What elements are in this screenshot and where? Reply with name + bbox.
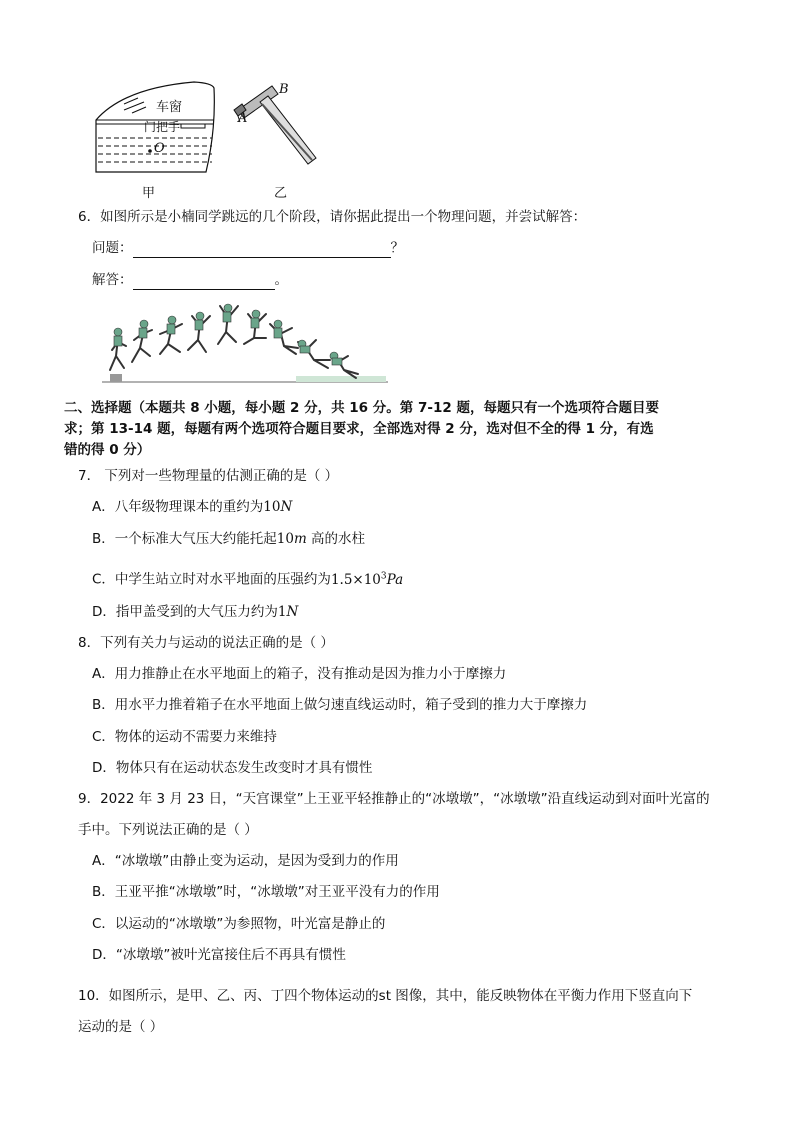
q10-stem-line2: 运动的是（ ） xyxy=(78,1019,164,1035)
q7-option-a[interactable]: A．八年级物理课本的重约为10N xyxy=(92,499,293,515)
long-jump-figure xyxy=(100,294,390,390)
q9-option-b[interactable]: B．王亚平推“冰墩墩”时，“冰墩墩”对王亚平没有力的作用 xyxy=(92,884,440,900)
q7-option-b[interactable]: B．一个标准大气压大约能托起10m 高的水柱 xyxy=(92,531,366,547)
car-window-label: 车窗 xyxy=(156,100,183,115)
figure-yi-caption: 乙 xyxy=(274,186,288,201)
q9-stem-line1: 9．2022 年 3 月 23 日，“天宫课堂”上王亚平轻推静止的“冰墩墩”，“冰墩墩”沿直线运动到对面叶光富的 xyxy=(78,791,710,807)
door-handle-label: 门把手 xyxy=(144,120,181,134)
q6-question-end: ？ xyxy=(390,240,404,256)
q8-option-a[interactable]: A．用力推静止在水平地面上的箱子，没有推动是因为推力小于摩擦力 xyxy=(92,666,507,682)
q9-stem-line2: 手中。下列说法正确的是（ ） xyxy=(78,822,258,838)
q8-option-c[interactable]: C．物体的运动不需要力来维持 xyxy=(92,729,277,745)
q8-stem: 8．下列有关力与运动的说法正确的是（ ） xyxy=(78,635,334,651)
q7-stem: 7． 下列对一些物理量的估测正确的是（ ） xyxy=(78,468,339,484)
figure-jia-caption: 甲 xyxy=(142,186,156,201)
point-b-label: B xyxy=(279,82,289,97)
q8-option-d[interactable]: D．物体只有在运动状态发生改变时才具有惯性 xyxy=(92,760,373,776)
point-a-label: A xyxy=(238,111,248,126)
point-o-label: O xyxy=(154,141,165,156)
q6-answer-label: 解答： xyxy=(92,272,133,288)
q6-question-label: 问题： xyxy=(92,240,133,256)
q9-option-c[interactable]: C．以运动的“冰墩墩”为参照物，叶光富是静止的 xyxy=(92,916,386,932)
q6-question-row xyxy=(92,238,404,258)
q6-answer-row xyxy=(92,270,288,290)
q7-option-d[interactable]: D．指甲盖受到的大气压力约为1N xyxy=(92,604,299,620)
section2-line3: 错的得 0 分） xyxy=(64,442,151,458)
q6-stem: 6．如图所示是小楠同学跳远的几个阶段，请你据此提出一个物理问题，并尝试解答： xyxy=(78,209,587,225)
q6-question-blank[interactable] xyxy=(133,243,391,258)
q6-answer-end: 。 xyxy=(274,272,288,288)
q7-option-c[interactable]: C．中学生站立时对水平地面的压强约为$1.5\times 10^3Pa$ xyxy=(92,571,404,588)
q9-option-a[interactable]: A．“冰墩墩”由静止变为运动，是因为受到力的作用 xyxy=(92,853,399,869)
section2-line2: 求；第 13-14 题，每题有两个选项符合题目要求，全部选对得 2 分，选对但不全的得 1 分，有选 xyxy=(64,421,654,437)
section2-line1: 二、选择题（本题共 8 小题，每小题 2 分，共 16 分。第 7-12 题，每题只有一个选项符合题目要 xyxy=(64,400,659,416)
q6-answer-blank[interactable] xyxy=(133,275,275,290)
q8-option-b[interactable]: B．用水平力推着箱子在水平地面上做匀速直线运动时，箱子受到的推力大于摩擦力 xyxy=(92,697,588,713)
q10-stem-line1: 10．如图所示，是甲、乙、丙、丁四个物体运动的st 图像，其中，能反映物体在平衡力作用下竖直向下 xyxy=(78,988,693,1004)
q9-option-d[interactable]: D．“冰墩墩”被叶光富接住后不再具有惯性 xyxy=(92,947,346,963)
hammer-figure xyxy=(226,80,326,176)
